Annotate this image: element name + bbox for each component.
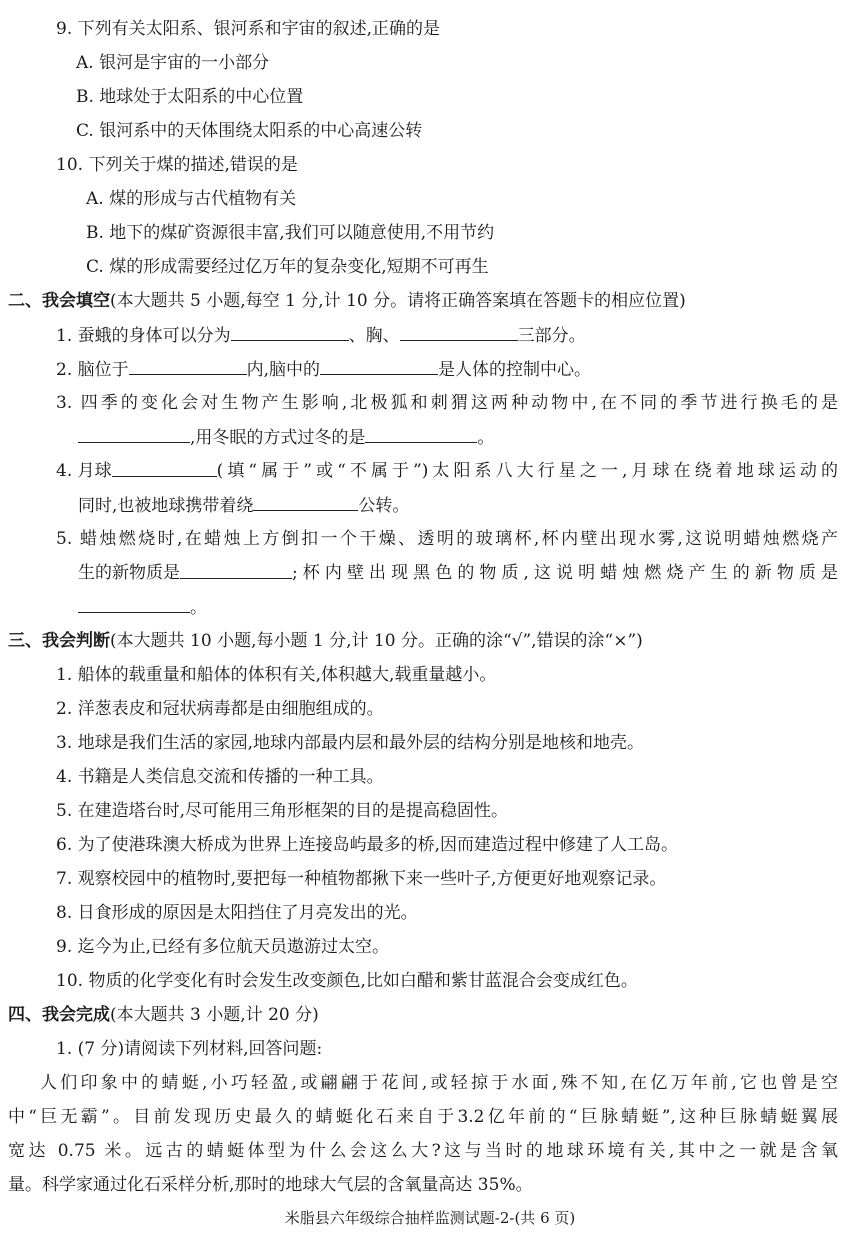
judge-item: 10. 物质的化学变化有时会发生改变颜色,比如白醋和紫甘蓝混合会变成红色。 xyxy=(56,971,638,991)
answer-blank xyxy=(253,493,358,511)
fill-q1-text-b: 、胸、 xyxy=(348,326,400,346)
fill-q5-text-a: 生的新物质是 xyxy=(78,563,180,583)
answer-blank xyxy=(231,323,349,341)
fill-q1-text-a: 1. 蚕蛾的身体可以分为 xyxy=(56,326,231,346)
fill-question-5-line-2 xyxy=(78,561,838,585)
section-2-heading xyxy=(8,289,686,313)
section-3-description: (本大题共 10 小题,每小题 1 分,计 10 分。正确的涂“√”,错误的涂“×”) xyxy=(110,631,643,651)
fill-question-4-line-2 xyxy=(78,493,409,518)
page-footer: 米脂县六年级综合抽样监测试题-2-(共 6 页) xyxy=(284,1209,576,1227)
judge-item: 6. 为了使港珠澳大桥成为世界上连接岛屿最多的桥,因而建造过程中修建了人工岛。 xyxy=(56,835,679,855)
answer-blank xyxy=(129,357,247,375)
judge-item: 5. 在建造塔台时,尽可能用三角形框架的目的是提高稳固性。 xyxy=(56,801,509,821)
section-4-question-1-stem: 1. (7 分)请阅读下列材料,回答问题: xyxy=(56,1039,323,1059)
answer-blank xyxy=(365,425,477,443)
answer-blank xyxy=(78,425,190,443)
fill-q2-text-c: 是人体的控制中心。 xyxy=(438,360,592,380)
judge-item: 7. 观察校园中的植物时,要把每一种植物都揪下来一些叶子,方便更好地观察记录。 xyxy=(56,869,667,889)
question-10-option-a: A. 煤的形成与古代植物有关 xyxy=(86,189,297,209)
fill-q4-text-b: (填“属于”或“不属于”)太阳系八大行星之一,月球在绕着地球运动的 xyxy=(216,461,838,481)
answer-blank xyxy=(320,357,438,375)
reading-passage-line-1: 人们印象中的蜻蜓,小巧轻盈,或翩翩于花间,或轻掠于水面,殊不知,在亿万年前,它也曾是空 xyxy=(40,1073,838,1093)
section-4-heading xyxy=(8,1003,319,1027)
fill-question-1 xyxy=(56,323,586,348)
answer-blank xyxy=(400,323,518,341)
question-10-stem: 10. 下列关于煤的描述,错误的是 xyxy=(56,155,298,175)
answer-blank xyxy=(78,595,190,613)
fill-question-3-line-1: 3. 四季的变化会对生物产生影响,北极狐和刺猬这两种动物中,在不同的季节进行换毛的是 xyxy=(56,393,838,413)
question-10-option-b: B. 地下的煤矿资源很丰富,我们可以随意使用,不用节约 xyxy=(86,223,495,243)
fill-q5-text-c: 。 xyxy=(190,598,207,618)
fill-q1-text-c: 三部分。 xyxy=(517,326,586,346)
fill-q4-text-c: 同时,也被地球携带着绕 xyxy=(78,496,254,516)
section-4-description: (本大题共 3 小题,计 20 分) xyxy=(110,1005,319,1025)
fill-q4-text-d: 公转。 xyxy=(358,496,410,516)
fill-q3-text-c: 。 xyxy=(477,428,495,448)
section-2-title: 二、我会填空 xyxy=(8,291,110,311)
section-3-heading xyxy=(8,629,643,653)
fill-question-5-line-1: 5. 蜡烛燃烧时,在蜡烛上方倒扣一个干燥、透明的玻璃杯,杯内壁出现水雾,这说明蜡烛燃烧产 xyxy=(56,529,838,549)
section-4-title: 四、我会完成 xyxy=(8,1005,110,1025)
question-9-stem: 9. 下列有关太阳系、银河系和宇宙的叙述,正确的是 xyxy=(56,19,441,39)
reading-passage-line-3: 宽达 0.75 米。远古的蜻蜓体型为什么会这么大?这与当时的地球环境有关,其中之一就是含氧 xyxy=(8,1141,838,1161)
answer-blank xyxy=(180,561,292,579)
judge-item: 9. 迄今为止,已经有多位航天员遨游过太空。 xyxy=(56,937,390,957)
fill-q2-text-b: 内,脑中的 xyxy=(246,360,321,380)
reading-passage-line-4: 量。科学家通过化石采样分析,那时的地球大气层的含氧量高达 35%。 xyxy=(8,1175,533,1195)
question-10-option-c: C. 煤的形成需要经过亿万年的复杂变化,短期不可再生 xyxy=(86,257,489,277)
fill-q5-text-b: ;杯内壁出现黑色的物质,这说明蜡烛燃烧产生的新物质是 xyxy=(292,563,838,583)
judge-item: 8. 日食形成的原因是太阳挡住了月亮发出的光。 xyxy=(56,903,418,923)
reading-passage-line-2: 中“巨无霸”。目前发现历史最久的蜻蜓化石来自于3.2亿年前的“巨脉蜻蜓”,这种巨脉蜻蜓翼展 xyxy=(8,1107,838,1127)
question-9-option-c: C. 银河系中的天体围绕太阳系的中心高速公转 xyxy=(76,121,423,141)
fill-question-3-line-2 xyxy=(78,425,494,450)
section-3-title: 三、我会判断 xyxy=(8,631,110,651)
judge-item: 1. 船体的载重量和船体的体积有关,体积越大,载重量越小。 xyxy=(56,665,497,685)
fill-question-5-line-3 xyxy=(78,595,207,620)
judge-item: 2. 洋葱表皮和冠状病毒都是由细胞组成的。 xyxy=(56,699,384,719)
fill-q3-text-b: ,用冬眠的方式过冬的是 xyxy=(190,428,366,448)
section-2-description: (本大题共 5 小题,每空 1 分,计 10 分。请将正确答案填在答题卡的相应位置) xyxy=(110,291,686,311)
judge-item: 4. 书籍是人类信息交流和传播的一种工具。 xyxy=(56,767,384,787)
fill-question-2 xyxy=(56,357,591,382)
fill-question-4-line-1 xyxy=(56,459,838,483)
judge-item: 3. 地球是我们生活的家园,地球内部最内层和最外层的结构分别是地核和地壳。 xyxy=(56,733,645,753)
question-9-option-a: A. 银河是宇宙的一小部分 xyxy=(76,53,270,73)
fill-q2-text-a: 2. 脑位于 xyxy=(56,360,129,380)
answer-blank xyxy=(112,459,217,477)
fill-q4-text-a: 4. 月球 xyxy=(56,461,112,481)
question-9-option-b: B. 地球处于太阳系的中心位置 xyxy=(76,87,304,107)
